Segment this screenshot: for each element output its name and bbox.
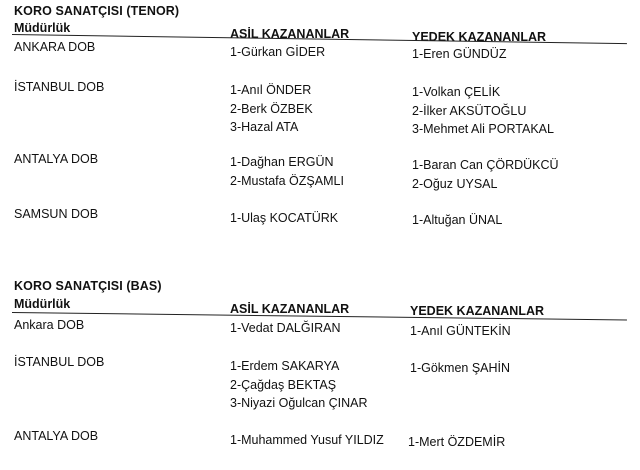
table-row-yedek: 1-Mert ÖZDEMİR: [408, 435, 506, 449]
table-row-mudurluk: SAMSUN DOB: [14, 207, 99, 221]
column-header-mudurluk: Müdürlük: [14, 297, 71, 311]
winner-name: 1-Erdem SAKARYA: [230, 359, 340, 373]
table-row-asil: 1-Ulaş KOCATÜRK: [230, 211, 339, 225]
column-header-asil: ASİL KAZANANLAR: [230, 302, 350, 316]
table-row-mudurluk: ANKARA DOB: [14, 40, 96, 54]
table-row-yedek: 1-Anıl GÜNTEKİN: [410, 324, 511, 338]
table-row-asil: 1-Gürkan GİDER: [230, 45, 326, 59]
table-row-asil: 1-Vedat DALĞIRAN: [230, 321, 341, 335]
table-row-mudurluk: İSTANBUL DOB: [14, 355, 105, 369]
column-header-asil: ASİL KAZANANLAR: [230, 27, 350, 41]
reserve-name: 1-Volkan ÇELİK: [412, 85, 501, 99]
winner-name: 3-Niyazi Oğulcan ÇINAR: [230, 396, 368, 410]
section-title: KORO SANATÇISI (BAS): [14, 279, 162, 293]
reserve-name: 1-Baran Can ÇÖRDÜKCÜ: [412, 158, 559, 172]
winner-name: 2-Mustafa ÖZŞAMLI: [230, 173, 344, 188]
winner-name: 1-Anıl ÖNDER: [230, 83, 312, 97]
winner-name: 2-Çağdaş BEKTAŞ: [230, 377, 337, 392]
reserve-name: 2-İlker AKSÜTOĞLU: [412, 103, 527, 118]
table-row-yedek: 1-Gökmen ŞAHİN: [410, 361, 511, 375]
column-header-yedek: YEDEK KAZANANLAR: [410, 304, 545, 318]
table-row-asil: 1-Muhammed Yusuf YILDIZ: [230, 433, 384, 447]
table-row-yedek: [412, 83, 554, 139]
table-row-mudurluk: İSTANBUL DOB: [14, 80, 105, 94]
table-row-yedek: 1-Altuğan ÜNAL: [412, 213, 503, 227]
winner-name: 3-Hazal ATA: [230, 120, 299, 134]
reserve-name: 3-Mehmet Ali PORTAKAL: [412, 122, 554, 136]
column-header-yedek: YEDEK KAZANANLAR: [412, 30, 547, 44]
table-row-mudurluk: ANTALYA DOB: [14, 429, 99, 443]
reserve-name: 2-Oğuz UYSAL: [412, 176, 498, 191]
column-header-mudurluk: Müdürlük: [14, 21, 71, 35]
winner-name: 1-Dağhan ERGÜN: [230, 155, 334, 169]
winner-name: 2-Berk ÖZBEK: [230, 101, 313, 116]
section-title: KORO SANATÇISI (TENOR): [14, 4, 180, 18]
table-row-mudurluk: Ankara DOB: [14, 318, 85, 332]
table-row-yedek: [412, 156, 559, 193]
table-row-yedek: 1-Eren GÜNDÜZ: [412, 47, 507, 61]
table-row-asil: [230, 153, 344, 190]
table-row-asil: [230, 81, 313, 137]
table-row-mudurluk: ANTALYA DOB: [14, 152, 99, 166]
table-row-asil: [230, 357, 368, 413]
